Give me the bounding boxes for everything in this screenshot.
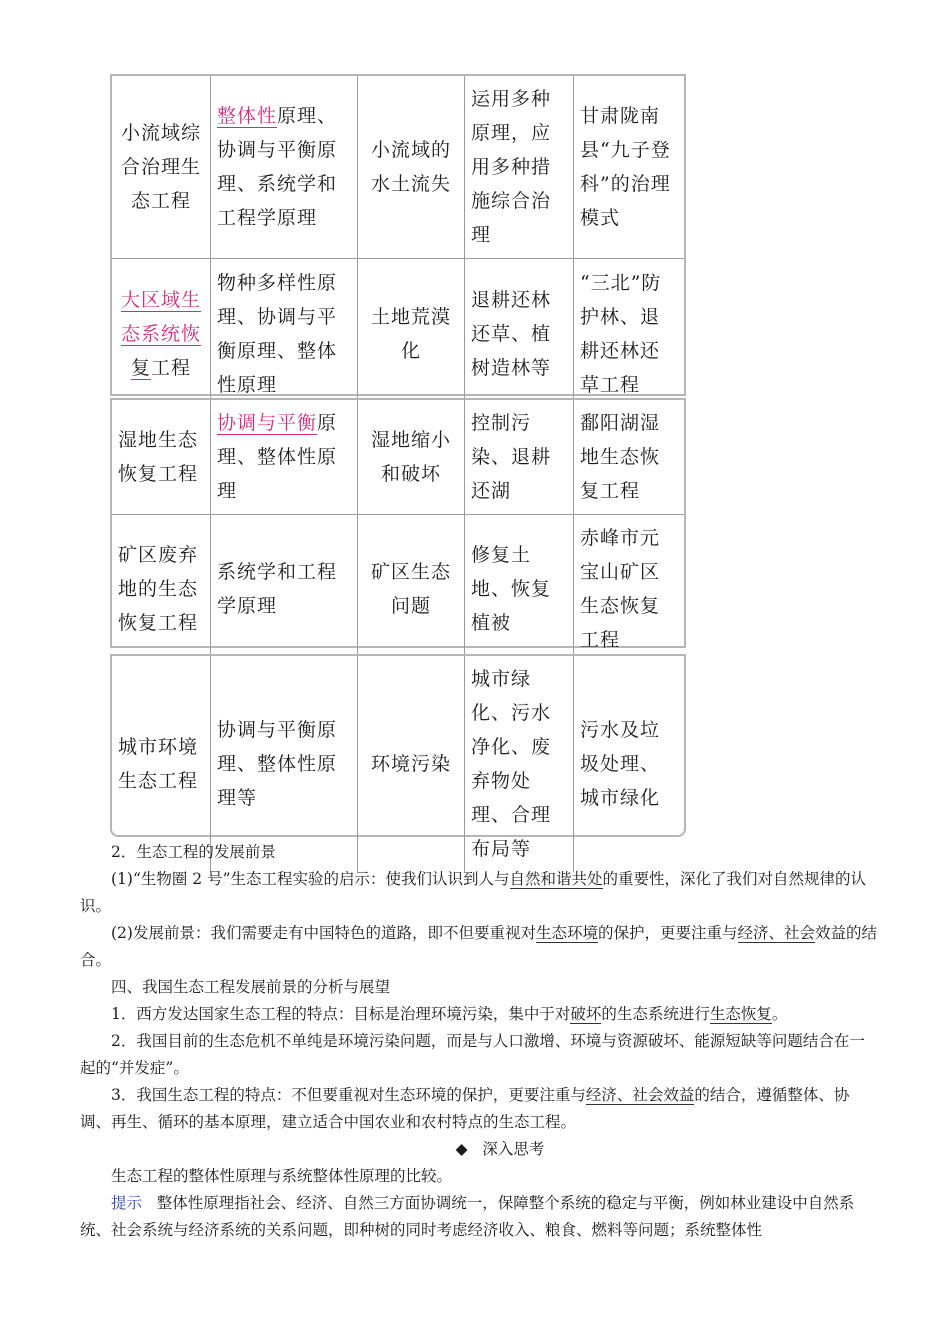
cell-project: 城市环境生态工程 [112, 656, 211, 872]
cell-measure: 运用多种原理，应用多种措施综合治理 [465, 76, 574, 259]
cell-problem: 湿地缩小和破坏 [358, 400, 465, 515]
section-2-paragraph-2: (2)发展前景：我们需要走有中国特色的道路，即不但要重视对生态环境的保护，更要注重与经济、社会效益的结合。 [80, 924, 878, 969]
cell-project: 湿地生态恢复工程 [112, 400, 211, 515]
hint-text: 整体性原理指社会、经济、自然三方面协调统一，保障整个系统的稳定与平衡，例如林业建设中自然系统、社会系统与经济系统的关系问题，即种树的同时考虑经济收入、粮食、燃料等问题；系统整体性 [80, 1194, 855, 1239]
cell-project: 矿区废弃地的生态恢复工程 [112, 515, 211, 664]
cell-principle [211, 76, 358, 259]
cell-problem: 小流域的水土流失 [358, 76, 465, 259]
cell-measure: 退耕还林还草、植树造林等 [465, 259, 574, 409]
cell-principle [211, 400, 358, 515]
table-row [112, 400, 684, 515]
principle-text: 原理、整体性原理 [217, 412, 338, 502]
diamond-icon: ◆ [455, 1140, 468, 1158]
section-2-title: 2．生态工程的发展前景 [111, 843, 276, 861]
cell-principle: 协调与平衡原理、整体性原理等 [211, 656, 358, 872]
cell-example: “三北”防护林、退耕还林还草工程 [574, 259, 685, 409]
table-block-2 [110, 398, 686, 651]
section-4-paragraph-3: 3．我国生态工程的特点：不但要重视对生态环境的保护，更要注重与经济、社会效益的结合，遵循整体、协调、再生、循环的基本原理，建立适合中国农业和农村特点的生态工程。 [80, 1086, 850, 1131]
cell-project [112, 259, 211, 409]
cell-problem: 矿区生态问题 [358, 515, 465, 664]
project-highlight-2: 复 [130, 356, 151, 379]
project-text: 工程 [151, 356, 192, 379]
section-4-title: 四、我国生态工程发展前景的分析与展望 [111, 978, 391, 996]
think-question: 生态工程的整体性原理与系统整体性原理的比较。 [111, 1167, 453, 1185]
hint-paragraph [80, 1190, 880, 1244]
cell-principle: 系统学和工程学原理 [211, 515, 358, 664]
section-4-paragraph-1: 1．西方发达国家生态工程的特点：目标是治理环境污染，集中于对破坏的生态系统进行生态恢复。 [111, 1005, 788, 1023]
principle-highlight: 协调与平衡 [217, 412, 318, 434]
body-text [80, 839, 880, 1244]
cell-principle: 物种多样性原理、协调与平衡原理、整体性原理 [211, 259, 358, 409]
think-heading [80, 1136, 880, 1163]
cell-problem: 环境污染 [358, 656, 465, 872]
cell-project: 小流域综合治理生态工程 [112, 76, 211, 259]
cell-example: 甘肃陇南县“九子登科”的治理模式 [574, 76, 685, 259]
cell-example: 赤峰市元宝山矿区生态恢复工程 [574, 515, 685, 664]
cell-problem: 土地荒漠化 [358, 259, 465, 409]
think-title: 深入思考 [482, 1140, 545, 1158]
table-row [112, 259, 684, 409]
section-4-paragraph-2: 2．我国目前的生态危机不单纯是环境污染问题，而是与人口激增、环境与资源破坏、能源短缺等问题结合在一起的“并发症”。 [80, 1032, 865, 1077]
hint-label: 提示 [111, 1194, 143, 1212]
section-2-paragraph-1: (1)“生物圈 2 号”生态工程实验的启示：使我们认识到人与自然和谐共处的重要性，深化了我们对自然规律的认识。 [80, 870, 867, 915]
cell-example: 鄱阳湖湿地生态恢复工程 [574, 400, 685, 515]
project-highlight: 大区域生态系统恢 [120, 288, 201, 345]
cell-measure: 控制污染、退耕还湖 [465, 400, 574, 515]
table-block-1 [110, 74, 686, 396]
table-row [112, 515, 684, 664]
principle-highlight: 整体性 [217, 105, 278, 127]
principle-text: 原理、协调与平衡原理、系统学和工程学原理 [217, 105, 338, 229]
cell-measure: 城市绿化、污水净化、废弃物处理、合理布局等 [465, 656, 574, 872]
cell-measure: 修复土地、恢复植被 [465, 515, 574, 664]
table-row [112, 76, 684, 259]
cell-example: 污水及垃圾处理、城市绿化 [574, 656, 685, 872]
